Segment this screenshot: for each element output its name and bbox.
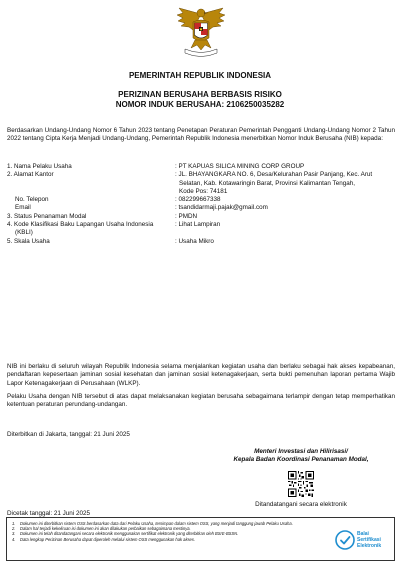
validity-paragraph: NIB ini berlaku di seluruh wilayah Republik Indonesia selama menjalankan kegiatan usaha dan berlaku sebagai hak akses kepabeanan, pendaftaran kepesertaan jaminan sosial kesehatan dan jaminan sosial ketenagakerjaan, serta bukti pemenuhan laporan pertama Wajib Lapor Ketenagakerjaan di Perusahaan (WLKP).	[7, 363, 395, 387]
issue-place-date: Diterbitkan di Jakarta, tanggal: 21 Juni 2025	[7, 431, 130, 438]
field-label: No. Telepon	[15, 196, 49, 204]
intro-paragraph: Berdasarkan Undang-Undang Nomor 6 Tahun 2023 tentang Penetapan Peraturan Pemerintah Pengganti Undang-Undang Nomor 2 Tahun 2022 tentang Cipta Kerja Menjadi Undang-Undang, Pemerintah Republik Indonesia menerbitkan Nomor Induk Berusaha (NIB) kepada:	[7, 127, 395, 143]
print-date: Dicetak tanggal: 21 Juni 2025	[7, 510, 90, 517]
bsre-logo	[335, 528, 393, 554]
note-number: 1.	[12, 521, 16, 526]
note-text: Dokumen ini diterbitkan sistem OSS berdasarkan data dari Pelaku Usaha, tersimpan dalam sistem OSS, yang menjadi tanggung jawab Pelaku Usaha.	[20, 521, 293, 526]
field-row-phone	[7, 196, 397, 204]
bsre-name	[357, 532, 381, 549]
field-value: : PMDN	[175, 212, 198, 220]
nib-number: NOMOR INDUK BERUSAHA: 2106250035282	[115, 100, 285, 109]
activity-paragraph: Pelaku Usaha dengan NIB tersebut di atas dapat melaksanakan kegiatan berusaha sebagaimana terlampir dengan tetap memperhatikan ketentuan peraturan perundang-undangan.	[7, 393, 395, 409]
disclaimer-footer	[6, 517, 395, 561]
signer-role: Menteri Investasi dan Hilirisasi/	[254, 448, 348, 455]
document-title: PERIZINAN BERUSAHA BERBASIS RISIKO	[118, 90, 282, 99]
signature-block	[218, 448, 384, 509]
note-number: 3.	[12, 531, 16, 537]
field-value: : PT KAPUAS SILICA MINING CORP GROUP	[175, 163, 305, 170]
note-text: Data lengkap Perizinan Berusaha dapat diperoleh melalui sistem OSS menggunakan hak akses.	[20, 536, 195, 542]
note-text: Dalam hal terjadi kekeliruan isi dokumen ini akan dilakukan perbaikan sebagaimana mestinya.	[20, 526, 191, 532]
field-label: 3. Status Penanaman Modal	[7, 212, 87, 220]
business-details-table	[7, 163, 397, 246]
field-row-email	[7, 204, 397, 212]
field-row-address	[7, 171, 397, 196]
field-label: 5. Skala Usaha	[7, 237, 50, 245]
qr-code-icon	[288, 471, 314, 497]
note-number: 4.	[12, 536, 16, 542]
field-label	[7, 221, 175, 238]
garuda-emblem-icon	[173, 4, 229, 60]
bsre-line: Elektronik	[357, 542, 382, 549]
field-label: 1. Nama Pelaku Usaha	[7, 163, 72, 170]
address-line: Kode Pos: 74181	[179, 187, 228, 195]
field-value: : Lihat Lampiran	[175, 221, 221, 229]
note-text: Dokumen ini telah ditandatangani secara elektronik menggunakan sertifikat elektronik yang diterbitkan oleh BSrE-BSSN.	[20, 531, 239, 537]
bsre-seal-icon	[335, 530, 355, 550]
field-value: : Usaha Mikro	[175, 237, 214, 245]
government-title: PEMERINTAH REPUBLIK INDONESIA	[128, 71, 272, 80]
field-row-investment-status	[7, 213, 397, 221]
note-number: 2.	[12, 526, 16, 532]
field-label: Email	[15, 204, 31, 212]
kbli-label-line: (KBLI)	[15, 229, 33, 237]
field-value	[175, 171, 397, 196]
field-row-name	[7, 163, 397, 171]
field-value: : tsandidarmaji.pajak@gmail.com	[175, 204, 268, 212]
bsre-line: Sertifikasi	[357, 536, 381, 543]
bsre-line: Balai	[357, 531, 369, 537]
field-value: : 082299667338	[175, 196, 221, 204]
field-row-business-scale	[7, 238, 397, 246]
field-row-kbli	[7, 221, 397, 238]
kbli-label-line: 4. Kode Klasifikasi Baku Lapangan Usaha Indonesia	[7, 221, 154, 229]
electronic-signature-note: Ditandatangani secara elektronik	[255, 500, 347, 508]
disclaimer-list	[10, 521, 310, 542]
field-label: 2. Alamat Kantor	[7, 171, 54, 179]
list-item	[10, 537, 310, 542]
signer-role: Kepala Badan Koordinasi Penanaman Modal,	[233, 456, 369, 464]
address-line: Selatan, Kab. Kotawaringin Barat, Provinsi Kalimantan Tengah,	[179, 179, 355, 187]
address-line: : JL. BHAYANGKARA NO. 6, Desa/Kelurahan Pasir Panjang, Kec. Arut	[175, 171, 373, 179]
